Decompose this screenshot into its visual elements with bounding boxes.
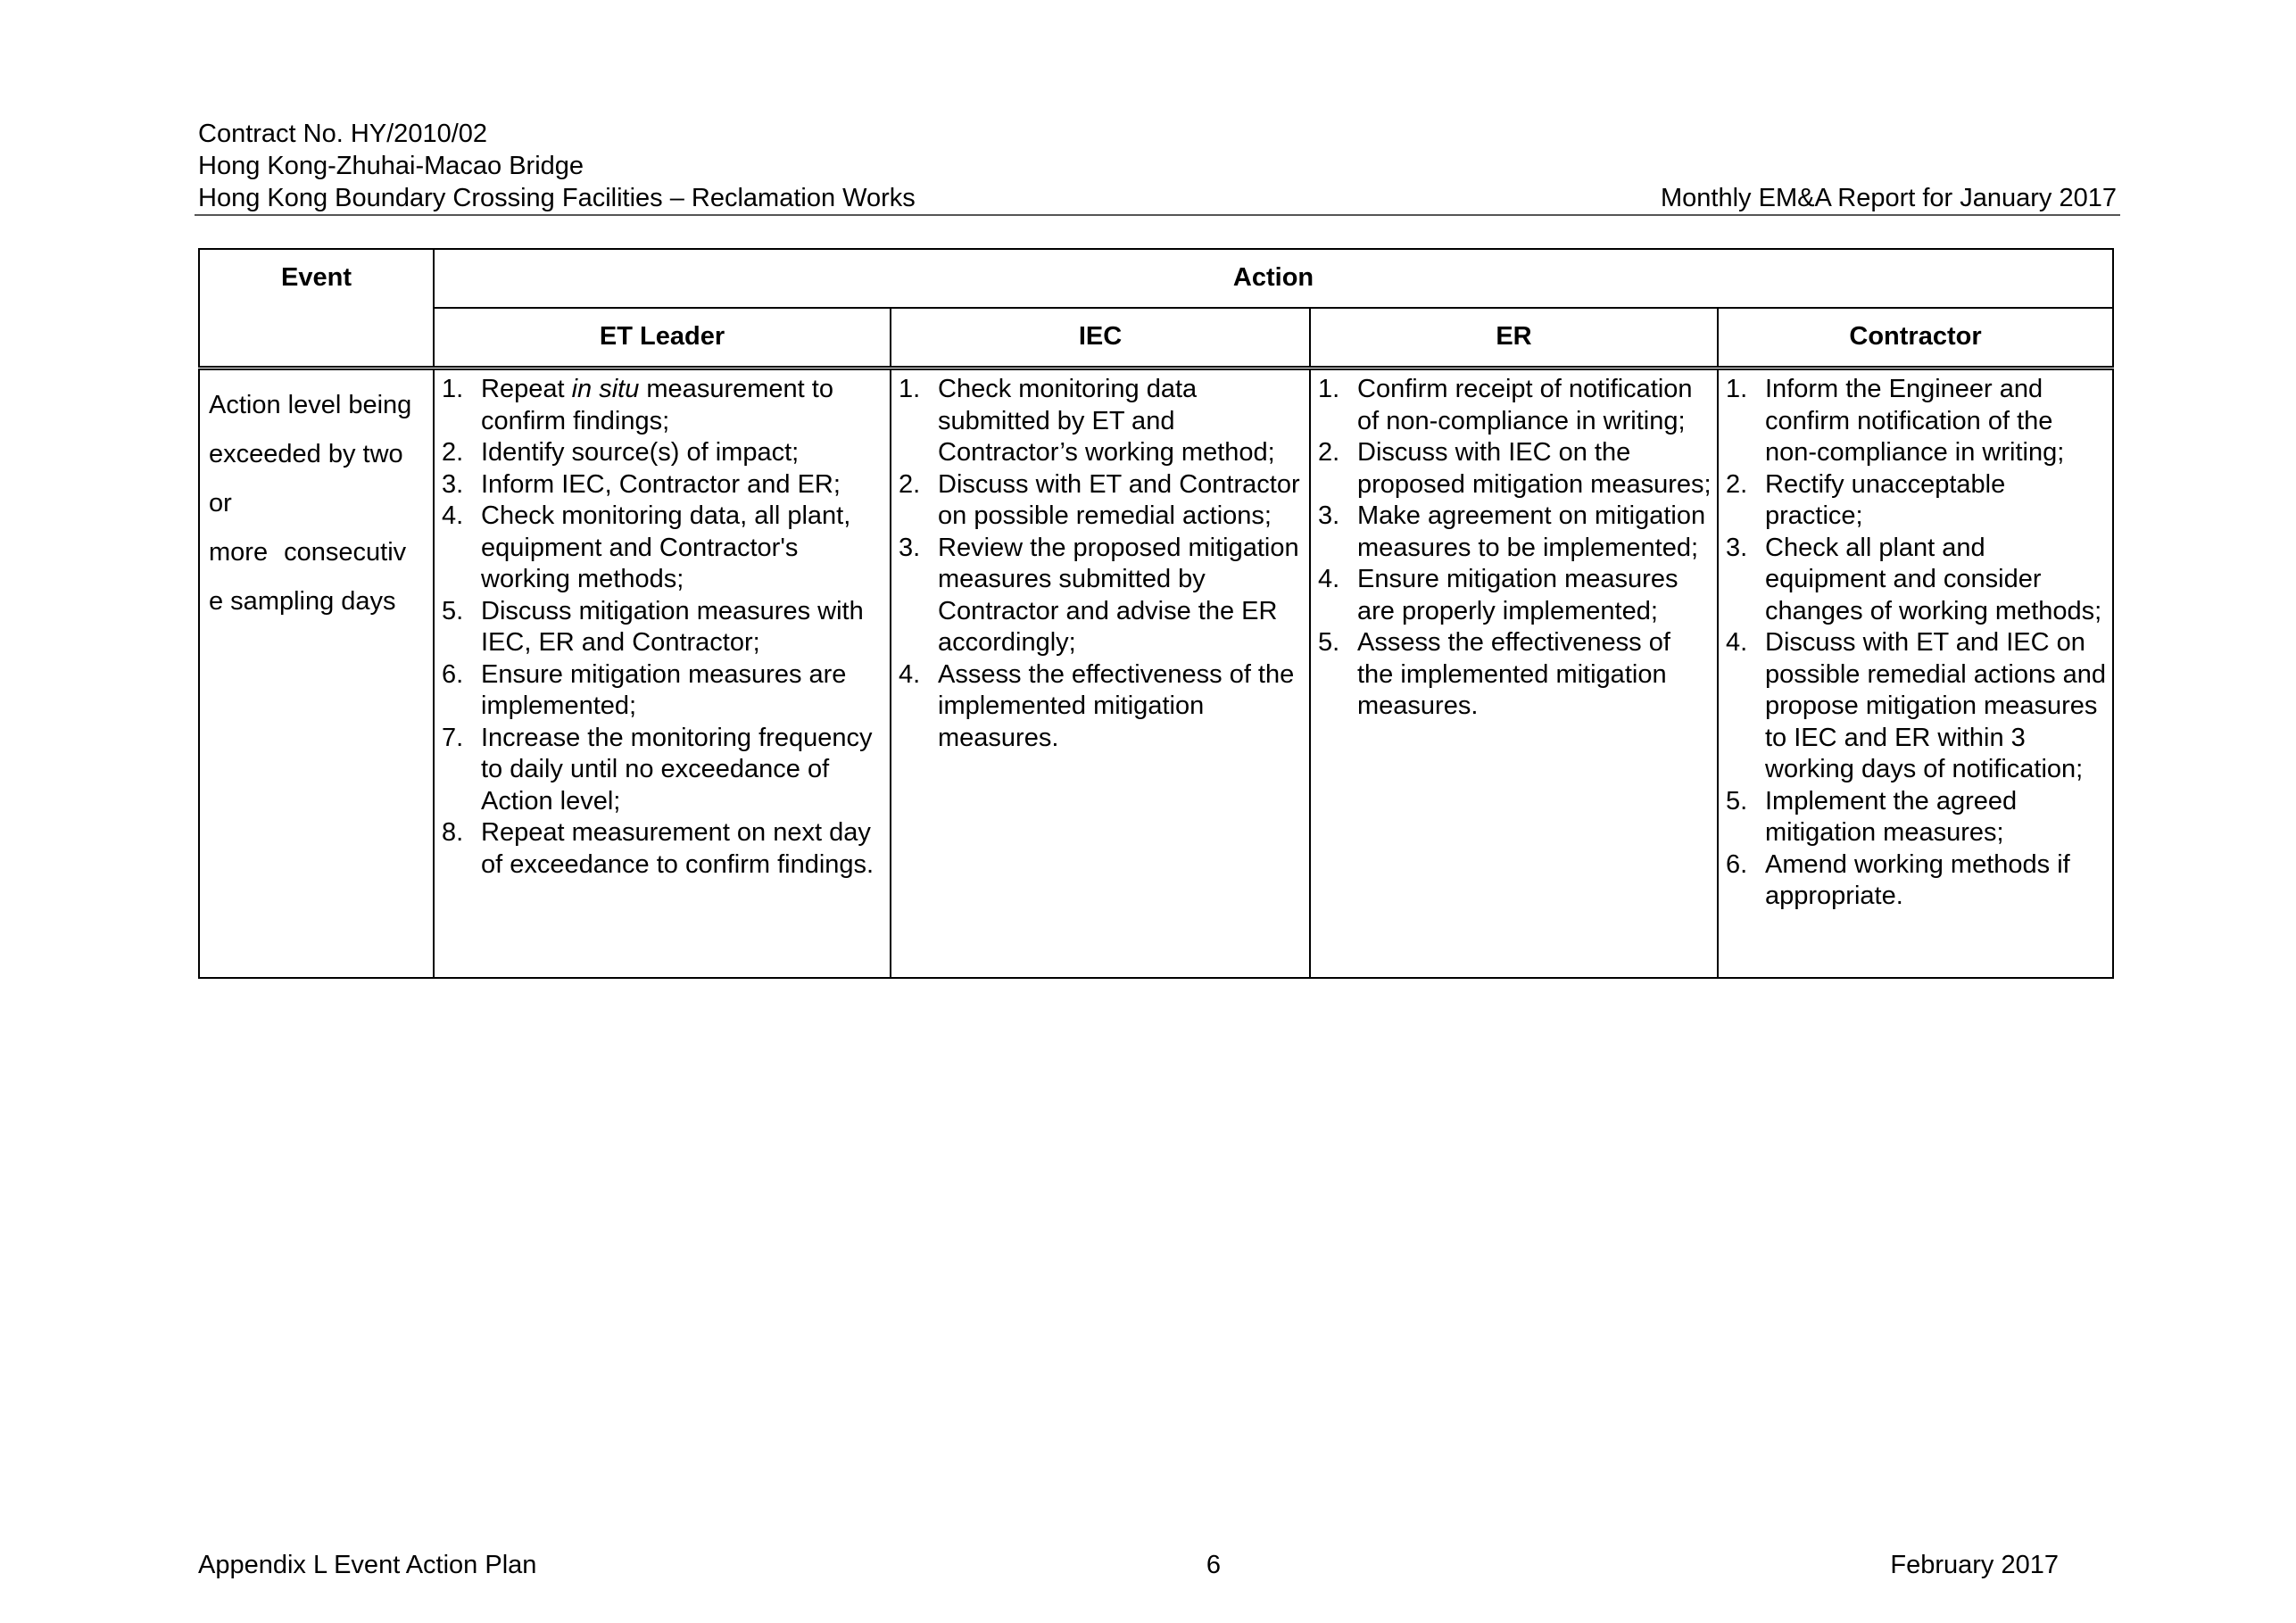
iec-actions bbox=[891, 368, 1310, 978]
list-item: 1. Inform the Engineer and confirm notification of the non-compliance in writing; bbox=[1726, 375, 2065, 467]
col-header-iec: IEC bbox=[891, 308, 1310, 368]
header-divider bbox=[195, 214, 2120, 216]
list-item: 4. Discuss with ET and IEC on possible remedial actions and propose mitigation measures to IEC and ER within 3 working days of notification; bbox=[1726, 628, 2107, 783]
list-item: 2. Identify source(s) of impact; bbox=[442, 438, 800, 467]
list-item: 2. Discuss with IEC on the proposed mitigation measures; bbox=[1318, 438, 1712, 499]
page-number: 6 bbox=[1206, 1551, 1221, 1579]
list-item: 5. Discuss mitigation measures with IEC, ER and Contractor; bbox=[442, 596, 864, 657]
list-item: 3. Make agreement on mitigation measures to be implemented; bbox=[1318, 501, 1706, 562]
event-line: Action level being bbox=[209, 391, 412, 419]
project-name: Hong Kong-Zhuhai-Macao Bridge bbox=[198, 152, 584, 180]
event-line: exceeded by two bbox=[209, 440, 403, 468]
list-item: 2. Discuss with ET and Contractor on possible remedial actions; bbox=[899, 469, 1300, 530]
list-item: 3. Review the proposed mitigation measures submitted by Contractor and advise the ER accordingly; bbox=[899, 533, 1299, 657]
list-item: 2. Rectify unacceptable practice; bbox=[1726, 469, 2006, 530]
list-item: 3. Inform IEC, Contractor and ER; bbox=[442, 469, 841, 499]
contractor-actions bbox=[1718, 368, 2113, 978]
col-header-et-leader: ET Leader bbox=[434, 308, 891, 368]
list-item: 8. Repeat measurement on next day of exceedance to confirm findings. bbox=[442, 818, 874, 879]
page-header bbox=[198, 118, 2117, 214]
report-title: Monthly EM&A Report for January 2017 bbox=[1661, 184, 2117, 212]
col-header-er: ER bbox=[1310, 308, 1718, 368]
event-line: e sampling days bbox=[209, 587, 396, 616]
event-header: Event bbox=[199, 249, 434, 368]
event-cell bbox=[199, 368, 434, 978]
event-action-table bbox=[198, 248, 2114, 979]
event-line: or bbox=[209, 489, 232, 518]
list-item: 5. Implement the agreed mitigation measures; bbox=[1726, 786, 2018, 847]
list-item: 4. Check monitoring data, all plant, equipment and Contractor's working methods; bbox=[442, 501, 851, 593]
list-item: 4. Ensure mitigation measures are properly implemented; bbox=[1318, 565, 1678, 625]
footer-appendix: Appendix L Event Action Plan bbox=[198, 1551, 537, 1579]
footer-date: February 2017 bbox=[1890, 1551, 2059, 1579]
et-leader-actions bbox=[434, 368, 891, 978]
list-item: 3. Check all plant and equipment and consider changes of working methods; bbox=[1726, 533, 2102, 625]
er-actions bbox=[1310, 368, 1718, 978]
list-item: 4. Assess the effectiveness of the implemented mitigation measures. bbox=[899, 659, 1295, 752]
list-item: 5. Assess the effectiveness of the implemented mitigation measures. bbox=[1318, 628, 1670, 720]
col-header-contractor: Contractor bbox=[1718, 308, 2113, 368]
list-item: 1. Confirm receipt of notification of non-compliance in writing; bbox=[1318, 375, 1693, 435]
event-line: more consecutiv bbox=[209, 538, 407, 567]
list-item: 1. Check monitoring data submitted by ET and Contractor’s working method; bbox=[899, 375, 1275, 467]
list-item: 6. Amend working methods if appropriate. bbox=[1726, 849, 2070, 910]
contract-number: Contract No. HY/2010/02 bbox=[198, 120, 488, 148]
list-item: 1. Repeat in situ measurement to confirm findings; bbox=[442, 375, 833, 435]
project-subtitle: Hong Kong Boundary Crossing Facilities – Reclamation Works bbox=[198, 184, 916, 212]
list-item: 7. Increase the monitoring frequency to daily until no exceedance of Action level; bbox=[442, 723, 873, 816]
page-footer bbox=[198, 1551, 2059, 1580]
list-item: 6. Ensure mitigation measures are implemented; bbox=[442, 659, 847, 720]
action-header: Action bbox=[434, 249, 2113, 308]
